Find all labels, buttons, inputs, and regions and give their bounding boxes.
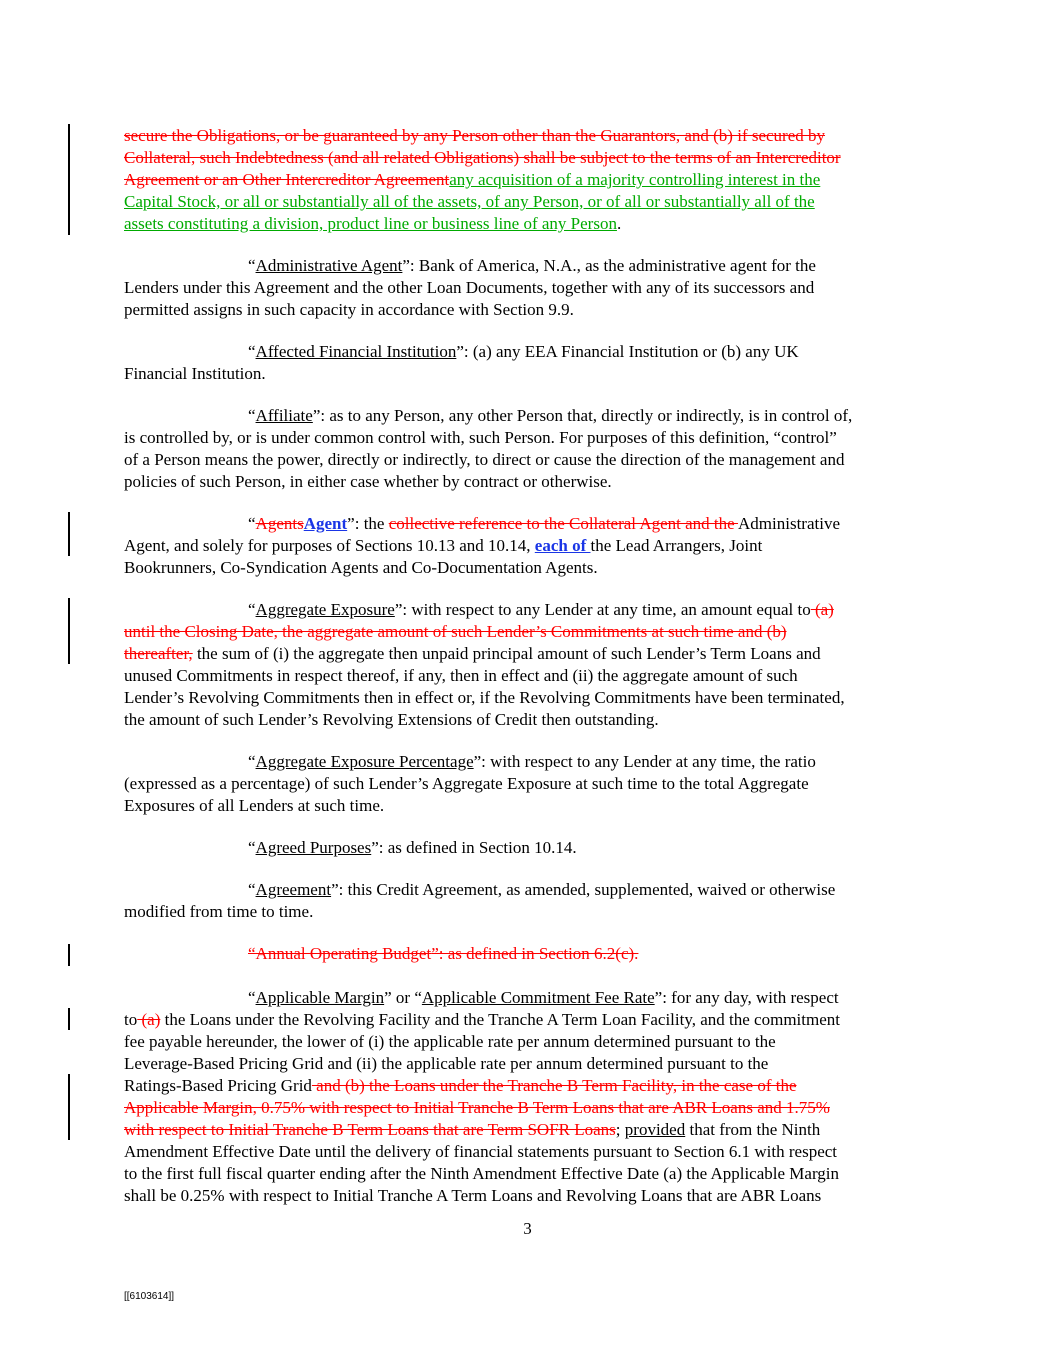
change-bar [68, 1008, 70, 1030]
defined-term: Agreement [255, 880, 332, 899]
definition-affected-financial-institution: “Affected Financial Institution”: (a) any EEA Financial Institution or (b) any UK Financial Institution. [124, 342, 799, 383]
deleted-text: and (b) the Loans under the Tranche B Term Facility, in the case of the [311, 1076, 797, 1095]
inserted-text: assets constituting a division, product line or business line of any Person [124, 214, 617, 233]
deleted-text: Agents [255, 514, 304, 533]
change-bar [68, 598, 70, 664]
defined-term: Aggregate Exposure Percentage [255, 752, 474, 771]
definition-affiliate: “Affiliate”: as to any Person, any other Person that, directly or indirectly, is in control of, is controlled by, or is under common control with, such Person. For purposes of this definition, “control” of a Person means the power, directly or indirectly, to direct or cause the direction of the management and policies of such Person, in either case whether by contract or otherwise. [124, 406, 853, 491]
deleted-text: collective reference to the Collateral Agent and the [388, 514, 739, 533]
deleted-text: until the Closing Date, the aggregate amount of such Lender’s Commitments at such time and (b) [124, 622, 787, 641]
deleted-text: Applicable Margin, 0.75% with respect to Initial Tranche B Term Loans that are ABR Loans and 1.75% [124, 1098, 830, 1117]
defined-term: Applicable Margin [255, 988, 385, 1007]
definition-administrative-agent: “Administrative Agent”: Bank of America, N.A., as the administrative agent for the Lenders under this Agreement and the other Loan Documents, together with any of its successors and permitted assigns in such capacity in accordance with Section 9.9. [124, 256, 816, 319]
document-id: [[6103614]] [124, 1291, 175, 1302]
deleted-text: with respect to Initial Tranche B Term Loans that are Term SOFR Loans [124, 1120, 616, 1139]
defined-term: Annual Operating Budget [255, 944, 432, 963]
defined-term: Affiliate [255, 406, 313, 425]
defined-term: Aggregate Exposure [255, 600, 395, 619]
page-number: 3 [523, 1219, 532, 1238]
defined-term: Applicable Commitment Fee Rate [421, 988, 655, 1007]
deleted-text: secure the Obligations, or be guaranteed by any Person other than the Guarantors, and (b) if secured by [124, 126, 826, 145]
change-bar [68, 944, 70, 966]
definition-aggregate-exposure: “Aggregate Exposure”: with respect to any Lender at any time, an amount equal to (a) until the Closing Date, the aggregate amount of such Lender’s Commitments at such time and (b) thereafter, the sum of (i) the aggregate then unpaid principal amount of such Lender’s Term Loans and unused Commitments in respect thereof, if any, then in effect and (ii) the aggregate amount of such Lender’s Revolving Commitments then in effect or, if the Revolving Commitments have been terminated, the amount of such Lender’s Revolving Extensions of Credit then outstanding. [124, 600, 845, 729]
change-bar [68, 124, 70, 235]
deleted-text: “Annual Operating Budget”: as defined in Section 6.2(c). [248, 944, 639, 963]
deleted-text: Agreement or an Other Intercreditor Agreement [124, 170, 450, 189]
defined-term: Administrative Agent [255, 256, 403, 275]
definition-agent: “AgentsAgent”: the collective reference to the Collateral Agent and the Administrative Agent, and solely for purposes of Sections 10.13 and 10.14, each of the Lead Arrangers, Joint Bookrunners, Co-Syndication Agents and Co-Documentation Agents. [124, 514, 840, 577]
definition-annual-operating-budget [124, 943, 932, 965]
definition-applicable-margin: “Applicable Margin” or “Applicable Commitment Fee Rate”: for any day, with respect to (a) the Loans under the Revolving Facility and the Tranche A Term Loan Facility, and the commitment fee payable hereunder, the lower of (i) the applicable rate per annum determined pursuant to the Leverage-Based Pricing Grid and (ii) the applicable rate per annum determined pursuant to the Ratings-Based Pricing Grid and (b) the Loans under the Tranche B Term Facility, in the case of the Applicable Margin, 0.75% with respect to Initial Tranche B Term Loans that are ABR Loans and 1.75% with respect to Initial Tranche B Term Loans that are Term SOFR Loans; provided that from the Ninth Amendment Effective Date until the delivery of financial statements pursuant to Section 6.1 with respect to the first full fiscal quarter ending after the Ninth Amendment Effective Date (a) the Applicable Margin shall be 0.25% with respect to Initial Tranche A Term Loans and Revolving Loans that are ABR Loans [124, 988, 840, 1205]
deleted-text: thereafter, [124, 644, 193, 663]
inserted-text: any acquisition of a majority controlling interest in the [449, 170, 821, 189]
definition-aggregate-exposure-percentage: “Aggregate Exposure Percentage”: with respect to any Lender at any time, the ratio (expressed as a percentage) of such Lender’s Aggregate Exposure at such time to the total Aggregate Exposures of all Lenders at such time. [124, 752, 816, 815]
deleted-text: Collateral, such Indebtedness (and all related Obligations) shall be subject to the terms of an Intercreditor [124, 148, 841, 167]
inserted-text: Agent [303, 514, 348, 533]
deleted-text: (a) [137, 1010, 161, 1029]
paragraph-continuation: secure the Obligations, or be guaranteed by any Person other than the Guarantors, and (b) if secured by Collateral, such Indebtedness (and all related Obligations) shall be subject to the terms of an Intercreditor Agreement or an Other Intercreditor Agreementany acquisition of a majority controlling interest in the Capital Stock, or all or substantially all of the assets, of any Person, or of all or substantially all of the assets constituting a division, product line or business line of any Person. [124, 126, 841, 233]
change-bar [68, 512, 70, 556]
defined-term: Agreed Purposes [255, 838, 372, 857]
change-bar [68, 1074, 70, 1140]
deleted-text: (a) [810, 600, 834, 619]
definition-agreement: “Agreement”: this Credit Agreement, as amended, supplemented, waived or otherwise modified from time to time. [124, 880, 836, 921]
defined-term: Affected Financial Institution [255, 342, 457, 361]
inserted-text: each of [534, 536, 591, 555]
inserted-text: Capital Stock, or all or substantially all of the assets, of any Person, or of all or substantially all of the [124, 192, 815, 211]
proviso-term: provided [624, 1120, 686, 1139]
definition-agreed-purposes: “Agreed Purposes”: as defined in Section 10.14. [248, 838, 577, 857]
